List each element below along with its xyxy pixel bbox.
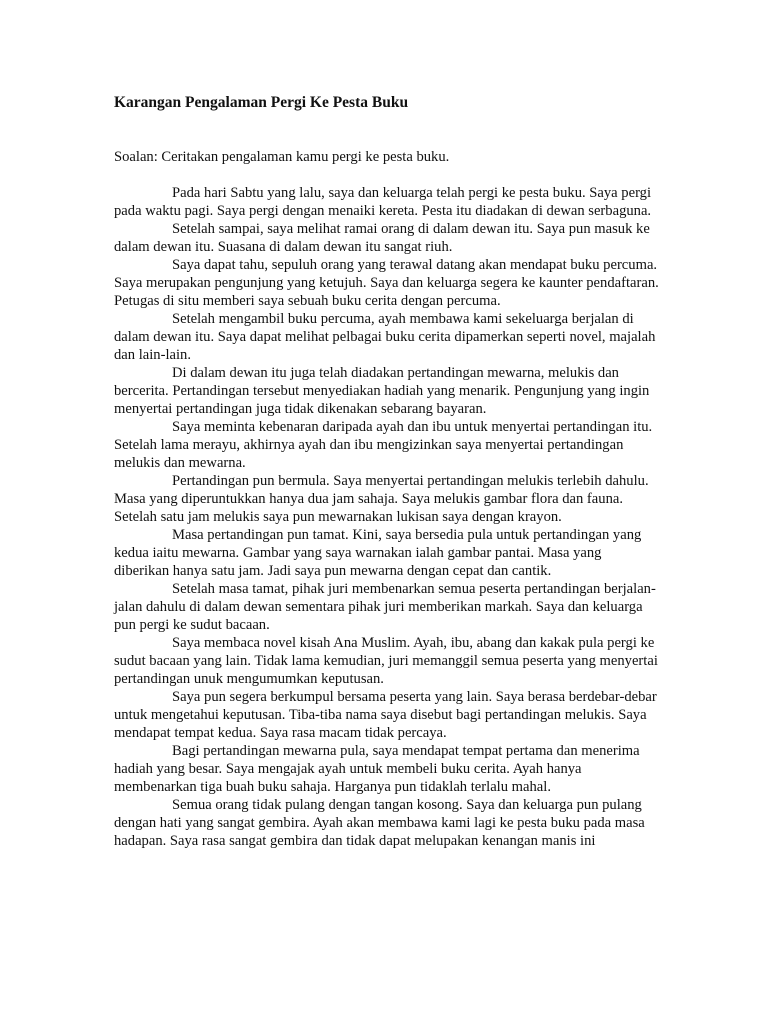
paragraph: Bagi pertandingan mewarna pula, saya mendapat tempat pertama dan menerima hadiah yang besar. Saya mengajak ayah untuk membeli buku cerita. Ayah hanya membenarkan tiga buah buku sahaja. Harganya pun tidaklah terlalu mahal.: [114, 743, 640, 795]
paragraph: Saya pun segera berkumpul bersama peserta yang lain. Saya berasa berdebar-debar untuk mengetahui keputusan. Tiba-tiba nama saya disebut bagi pertandingan melukis. Saya mendapat tempat kedua. Saya rasa macam tidak percaya.: [114, 689, 657, 741]
paragraph: Di dalam dewan itu juga telah diadakan pertandingan mewarna, melukis dan bercerita. Pertandingan tersebut menyediakan hadiah yang menarik. Pengunjung yang ingin menyertai pertandingan juga tidak dikenakan sebarang bayaran.: [114, 365, 650, 417]
paragraph: Masa pertandingan pun tamat. Kini, saya bersedia pula untuk pertandingan yang kedua iaitu mewarna. Gambar yang saya warnakan ialah gambar pantai. Masa yang diberikan hanya satu jam. Jadi saya pun mewarna dengan cepat dan cantik.: [114, 527, 642, 579]
paragraph: Setelah masa tamat, pihak juri membenarkan semua peserta pertandingan berjalan-jalan dahulu di dalam dewan sementara pihak juri memberikan markah. Saya dan keluarga pun pergi ke sudut bacaan.: [114, 581, 656, 633]
paragraph: Saya dapat tahu, sepuluh orang yang terawal datang akan mendapat buku percuma. Saya merupakan pengunjung yang ketujuh. Saya dan keluarga segera ke kaunter pendaftaran. Petugas di situ memberi saya sebuah buku cerita dengan percuma.: [114, 257, 659, 309]
paragraph: Pada hari Sabtu yang lalu, saya dan keluarga telah pergi ke pesta buku. Saya pergi pada waktu pagi. Saya pergi dengan menaiki kereta. Pesta itu diadakan di dewan serbaguna.: [114, 185, 652, 219]
essay-question: Soalan: Ceritakan pengalaman kamu pergi ke pesta buku.: [114, 149, 450, 165]
paragraph: Setelah sampai, saya melihat ramai orang di dalam dewan itu. Saya pun masuk ke dalam dewan itu. Suasana di dalam dewan itu sangat riuh.: [114, 221, 650, 255]
paragraph: Semua orang tidak pulang dengan tangan kosong. Saya dan keluarga pun pulang dengan hati yang sangat gembira. Ayah akan membawa kami lagi ke pesta buku pada masa hadapan. Saya rasa sangat gembira dan tidak dapat melupakan kenangan manis ini: [114, 797, 645, 849]
paragraph: Setelah mengambil buku percuma, ayah membawa kami sekeluarga berjalan di dalam dewan itu. Saya dapat melihat pelbagai buku cerita dipamerkan seperti novel, majalah dan lain-lain.: [114, 311, 656, 363]
document-title: Karangan Pengalaman Pergi Ke Pesta Buku: [114, 94, 409, 111]
paragraph: Saya meminta kebenaran daripada ayah dan ibu untuk menyertai pertandingan itu. Setelah lama merayu, akhirnya ayah dan ibu mengizinkan saya menyertai pertandingan melukis dan mewarna.: [114, 419, 653, 471]
essay-body: [114, 184, 660, 850]
paragraph: Pertandingan pun bermula. Saya menyertai pertandingan melukis terlebih dahulu. Masa yang diperuntukkan hanya dua jam sahaja. Saya melukis gambar flora dan fauna. Setelah satu jam melukis saya pun mewarnakan lukisan saya dengan krayon.: [114, 473, 649, 525]
paragraph: Saya membaca novel kisah Ana Muslim. Ayah, ibu, abang dan kakak pula pergi ke sudut bacaan yang lain. Tidak lama kemudian, juri memanggil semua peserta yang menyertai pertandingan unuk mengumumkan keputusan.: [114, 635, 658, 687]
